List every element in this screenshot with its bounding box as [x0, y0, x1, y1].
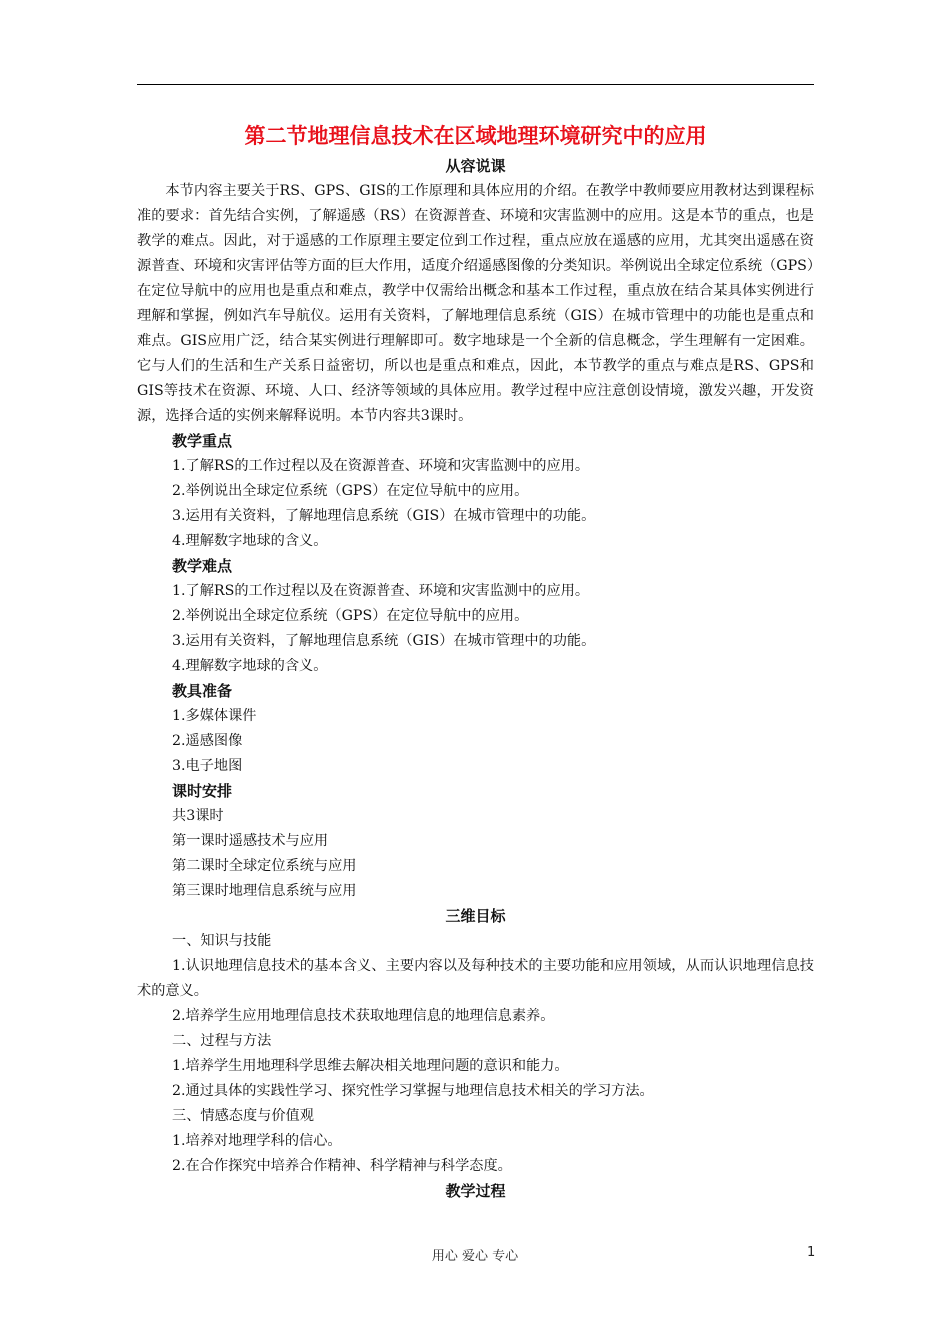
tool-item: 2.遥感图像: [172, 733, 243, 749]
knowledge-item: 2.培养学生应用地理信息技术获取地理信息的地理信息素养。: [172, 1008, 555, 1024]
schedule-heading: 课时安排: [172, 782, 233, 800]
difficult-point-item: 1.了解RS的工作过程以及在资源普查、环境和灾害监测中的应用。: [172, 583, 590, 599]
key-point-item: 2.举例说出全球定位系统（GPS）在定位导航中的应用。: [172, 483, 529, 499]
document-title: 第二节地理信息技术在区域地理环境研究中的应用: [244, 124, 707, 148]
schedule-item: 第三课时地理信息系统与应用: [172, 883, 357, 899]
tool-item: 3.电子地图: [172, 758, 243, 774]
emotion-heading: 三、情感态度与价值观: [172, 1108, 314, 1124]
difficult-points-heading: 教学难点: [172, 557, 233, 575]
emotion-item: 1.培养对地理学科的信心。: [172, 1133, 342, 1149]
tool-item: 1.多媒体课件: [172, 708, 257, 724]
knowledge-item: 1.认识地理信息技术的基本含义、主要内容以及每种技术的主要功能和应用领域，从而认识地理信息技术的意义。: [137, 958, 814, 999]
difficult-point-item: 3.运用有关资料，了解地理信息系统（GIS）在城市管理中的功能。: [172, 633, 596, 649]
tools-heading: 教具准备: [172, 682, 233, 700]
page-footer: 用心 爱心 专心: [431, 1249, 519, 1264]
key-point-item: 3.运用有关资料，了解地理信息系统（GIS）在城市管理中的功能。: [172, 508, 596, 524]
section-subtitle: 从容说课: [445, 157, 506, 175]
intro-paragraph: 本节内容主要关于RS、GPS、GIS的工作原理和具体应用的介绍。在教学中教师要应用教材达到课程标准的要求：首先结合实例，了解遥感（RS）在资源普查、环境和灾害监测中的应用。这是本节的重点，也是教学的难点。因此，对于遥感的工作原理主要定位到工作过程，重点应放在遥感的应用，尤其突出遥感在资源普查、环境和灾害评估等方面的巨大作用，适度介绍遥感图像的分类知识。举例说出全球定位系统（GPS）在定位导航中的应用也是重点和难点，教学中仅需给出概念和基本工作过程，重点放在结合某具体实例进行理解和掌握，例如汽车导航仪。运用有关资料，了解地理信息系统（GIS）在城市管理中的功能也是重点和难点。GIS应用广泛，结合某实例进行理解即可。数字地球是一个全新的信息概念，学生理解有一定困难。它与人们的生活和生产关系日益密切，所以也是重点和难点，因此，本节教学的重点与难点是RS、GPS和GIS等技术在资源、环境、人口、经济等领域的具体应用。教学过程中应注意创设情境，激发兴趣，开发资源，选择合适的实例来解释说明。本节内容共3课时。: [137, 183, 814, 424]
process-heading: 二、过程与方法: [172, 1033, 272, 1049]
knowledge-heading: 一、知识与技能: [172, 933, 272, 949]
schedule-item: 第一课时遥感技术与应用: [172, 833, 329, 849]
key-point-item: 4.理解数字地球的含义。: [172, 533, 328, 549]
goals-heading: 三维目标: [445, 907, 506, 925]
difficult-point-item: 2.举例说出全球定位系统（GPS）在定位导航中的应用。: [172, 608, 529, 624]
key-points-heading: 教学重点: [172, 432, 233, 450]
process-item: 1.培养学生用地理科学思维去解决相关地理问题的意识和能力。: [172, 1058, 569, 1074]
key-point-item: 1.了解RS的工作过程以及在资源普查、环境和灾害监测中的应用。: [172, 458, 590, 474]
header-rule: [137, 84, 814, 85]
emotion-item: 2.在合作探究中培养合作精神、科学精神与科学态度。: [172, 1158, 512, 1174]
process-item: 2.通过具体的实践性学习、探究性学习掌握与地理信息技术相关的学习方法。: [172, 1083, 654, 1099]
schedule-item: 共3课时: [172, 808, 224, 824]
document-body: [137, 118, 814, 1204]
page-number: 1: [807, 1245, 816, 1260]
teaching-process-heading: 教学过程: [445, 1182, 506, 1200]
schedule-item: 第二课时全球定位系统与应用: [172, 858, 357, 874]
difficult-point-item: 4.理解数字地球的含义。: [172, 658, 328, 674]
